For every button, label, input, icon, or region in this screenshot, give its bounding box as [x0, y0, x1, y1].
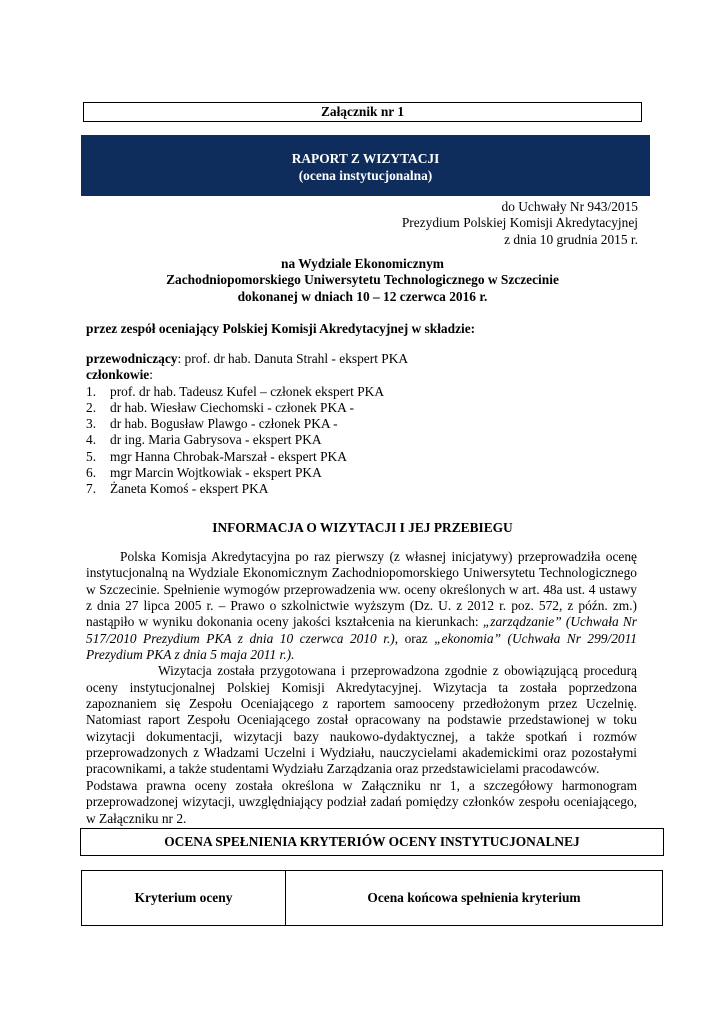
banner-subtitle: (ocena instytucjonalna) [298, 168, 433, 183]
members-list [86, 384, 408, 498]
item-text: prof. dr hab. Tadeusz Kufel – członek ekspert PKA [110, 383, 384, 399]
section-heading: INFORMACJA O WIZYTACJI I JEJ PRZEBIEGU [212, 520, 513, 535]
resolution-line-3: z dnia 10 grudnia 2015 r. [504, 231, 638, 247]
criteria-heading: OCENA SPEŁNIENIA KRYTERIÓW OCENY INSTYTUCJONALNEJ [80, 828, 664, 856]
list-item [86, 384, 408, 400]
table-header-row [82, 871, 663, 926]
list-item [86, 449, 408, 465]
paragraph-1-join: , oraz [394, 630, 435, 646]
item-number: 4. [86, 432, 97, 448]
chair-label: przewodniczący [86, 351, 178, 366]
paragraph-1-text: Polska Komisja Akredytacyjna po raz pierwszy (z własnej inicjatywy) przeprowadziła ocenę instytucjonalną na Wydziale Ekonomicznym Zachodniopomorskiego Uniwersytetu Technologicznego w Szczecinie. Spełnienie wymogów przeprowadzenia ww. oceny określonych w art. 48a ust. 4 ustawy z dnia 27 lipca 2005 r. – Prawo o szkolnictwie wyższym (Dz. U. z 2012 r. poz. 572, z późn. zm.) nastąpiło w wyniku dokonania oceny jakości kształcenia na kierunkach: [86, 549, 637, 630]
members-colon: : [149, 367, 153, 383]
item-text: dr hab. Wiesław Ciechomski - członek PKA - [110, 399, 354, 415]
item-text: mgr Marcin Wojtkowiak - ekspert PKA [110, 465, 322, 481]
resolution-reference [402, 199, 638, 248]
visit-line-1: na Wydziale Ekonomicznym [281, 256, 444, 271]
members-row [86, 367, 408, 383]
resolution-line-2: Prezydium Polskiej Komisji Akredytacyjnej [401, 215, 638, 231]
list-item [86, 416, 408, 432]
item-number: 5. [86, 448, 97, 464]
list-item [86, 481, 408, 497]
visit-info [0, 256, 725, 305]
paragraph-2: Wizytacja została przygotowana i przeprowadzona zgodnie z obowiązującą procedurą oceny instytucjonalnej Polskiej Komisji Akredytacyjnej. Wizytacja ta została poprzedzona zapoznaniem się Zespołu Oceniającego z raportem samooceny przedłożonym przez Uczelnię. Natomiast raport Zespołu Oceniającego został opracowany na podstawie przedstawionej w toku wizytacji dokumentacji, wizytacji bazy naukowo-dydaktycznej, a także spotkań i rozmów przeprowadzonych z Władzami Uczelni i Wydziału, nauczycielami akademickimi oraz pozostałymi pracownikami, a także studentami Wydziału Zarządzania oraz przedstawicielami pracodawców. [86, 663, 637, 777]
chair-value: : prof. dr hab. Danuta Strahl - ekspert PKA [177, 351, 409, 366]
team-intro: przez zespół oceniający Polskiej Komisji Akredytacyjnej w składzie: [86, 321, 476, 336]
paragraph-1-italic-b: „ekonomia” (Uchwała Nr 299/2011 Prezydium PKA z dnia 5 maja 2011 r.). [86, 630, 637, 663]
item-text: dr hab. Bogusław Plawgo - członek PKA - [110, 416, 338, 432]
paragraph-1 [86, 549, 637, 663]
item-text: dr ing. Maria Gabrysova - ekspert PKA [110, 432, 322, 448]
item-text: mgr Hanna Chrobak-Marszał - ekspert PKA [110, 448, 347, 464]
paragraph-1-italic-a: „zarządzanie” (Uchwała Nr 517/2010 Prezydium PKA z dnia 10 czerwca 2010 r.) [86, 614, 638, 646]
visit-line-3: dokonanej w dniach 10 – 12 czerwca 2016 r. [237, 288, 488, 304]
members-label: członkowie [86, 367, 150, 383]
team-list [86, 351, 408, 498]
visit-line-2: Zachodniopomorskiego Uniwersytetu Technologicznego w Szczecinie [166, 272, 559, 288]
item-number: 3. [86, 416, 97, 432]
body-text [86, 549, 637, 827]
banner-title: RAPORT Z WIZYTACJI [291, 151, 440, 166]
paragraph-3: Podstawa prawna oceny została określona w Załączniku nr 1, a szczegółowy harmonogram przeprowadzonej wizytacji, uwzględniający podział zadań pomiędzy członków zespołu oceniającego, w Załączniku nr 2. [86, 777, 637, 826]
attachment-label: Załącznik nr 1 [83, 102, 642, 122]
list-item [86, 465, 408, 481]
criteria-table [81, 870, 663, 926]
column-header-final-score: Ocena końcowa spełnienia kryterium [286, 871, 663, 926]
resolution-line-1: do Uchwały Nr 943/2015 [501, 199, 638, 214]
list-item [86, 400, 408, 416]
chair-row [86, 351, 408, 367]
list-item [86, 432, 408, 448]
column-header-criterion: Kryterium oceny [82, 871, 286, 926]
item-text: Żaneta Komoś - ekspert PKA [110, 481, 269, 497]
item-number: 1. [86, 383, 97, 399]
report-banner [81, 135, 650, 196]
item-number: 7. [86, 481, 97, 497]
item-number: 6. [86, 465, 97, 481]
item-number: 2. [86, 399, 97, 415]
